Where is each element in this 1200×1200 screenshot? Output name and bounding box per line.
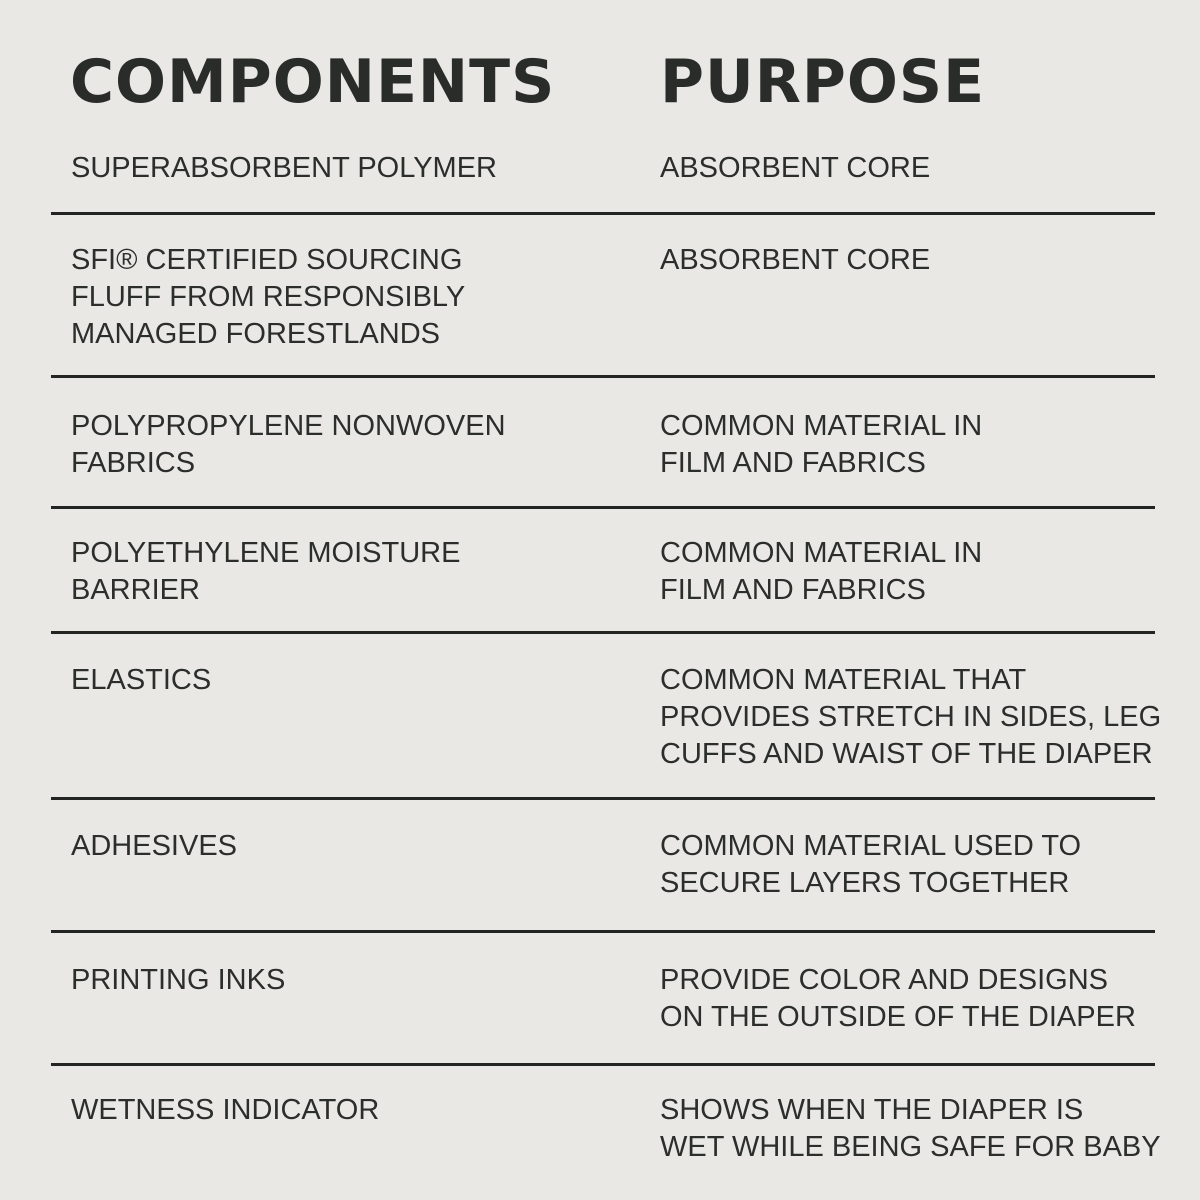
table-header [0, 42, 1200, 132]
purpose-cell: COMMON MATERIAL USED TO SECURE LAYERS TOGETHER [660, 830, 1082, 899]
component-cell: PRINTING INKS [71, 964, 286, 996]
row-divider [51, 930, 1155, 933]
component-cell: SFI® CERTIFIED SOURCING FLUFF FROM RESPONSIBLY MANAGED FORESTLANDS [71, 244, 466, 350]
purpose-cell: ABSORBENT CORE [660, 152, 931, 184]
row-divider [51, 631, 1155, 634]
purpose-cell: SHOWS WHEN THE DIAPER IS WET WHILE BEING SAFE FOR BABY [660, 1094, 1161, 1163]
purpose-cell: COMMON MATERIAL IN FILM AND FABRICS [660, 410, 983, 479]
row-divider [51, 1063, 1155, 1066]
component-cell: POLYETHYLENE MOISTURE BARRIER [71, 537, 461, 606]
purpose-cell: PROVIDE COLOR AND DESIGNS ON THE OUTSIDE OF THE DIAPER [660, 964, 1136, 1033]
row-divider [51, 375, 1155, 378]
component-cell: POLYPROPYLENE NONWOVEN FABRICS [71, 410, 506, 479]
component-cell: SUPERABSORBENT POLYMER [71, 152, 497, 184]
purpose-cell: ABSORBENT CORE [660, 244, 931, 276]
component-cell: ADHESIVES [71, 830, 237, 862]
components-heading: COMPONENTS [70, 47, 556, 117]
row-divider [51, 212, 1155, 215]
purpose-cell: COMMON MATERIAL IN FILM AND FABRICS [660, 537, 983, 606]
component-cell: ELASTICS [71, 664, 212, 696]
purpose-heading: PURPOSE [660, 47, 986, 117]
row-divider [51, 797, 1155, 800]
purpose-cell: COMMON MATERIAL THAT PROVIDES STRETCH IN SIDES, LEG CUFFS AND WAIST OF THE DIAPER [660, 664, 1162, 770]
row-divider [51, 506, 1155, 509]
component-cell: WETNESS INDICATOR [71, 1094, 380, 1126]
